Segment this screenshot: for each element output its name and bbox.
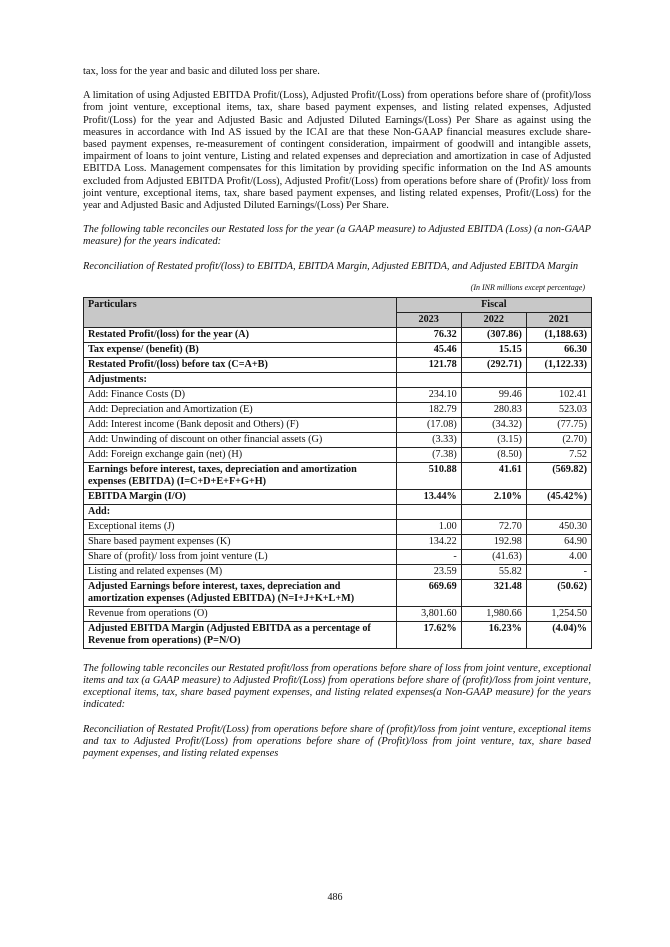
document-page [83,60,591,760]
ebitda-reconciliation-table [83,297,592,649]
table-row [84,549,592,564]
table-row [84,564,592,579]
row-label: Share of (profit)/ loss from joint venture (L) [84,549,397,564]
row-value-2022: (292.71) [461,357,526,372]
intro-tail-paragraph: tax, loss for the year and basic and diluted loss per share. [83,66,320,77]
row-value-2021: 1,254.50 [526,606,591,621]
row-value-2023: 13.44% [396,489,461,504]
table-row [84,621,592,648]
row-value-2023 [396,504,461,519]
row-value-2022: 321.48 [461,579,526,606]
table-row [84,579,592,606]
header-particulars: Particulars [84,297,397,327]
row-value-2023: 3,801.60 [396,606,461,621]
row-value-2022: (8.50) [461,447,526,462]
row-value-2023: - [396,549,461,564]
table-row [84,402,592,417]
row-value-2021: (50.62) [526,579,591,606]
row-value-2021 [526,504,591,519]
row-value-2023: 45.46 [396,342,461,357]
table-title: Reconciliation of Restated profit/(loss) to EBITDA, EBITDA Margin, Adjusted EBITDA, and Adjusted EBITDA Margin [83,260,579,272]
row-value-2023: 510.88 [396,462,461,489]
row-label: Revenue from operations (O) [84,606,397,621]
row-label: Tax expense/ (benefit) (B) [84,342,397,357]
row-value-2023: 121.78 [396,357,461,372]
row-value-2021: 66.30 [526,342,591,357]
row-value-2023: (3.33) [396,432,461,447]
row-label: Adjustments: [84,372,397,387]
table-row [84,504,592,519]
row-label: Earnings before interest, taxes, depreciation and amortization expenses (EBITDA) (I=C+D+E+F+G+H) [84,462,397,489]
row-value-2021 [526,372,591,387]
table-row [84,534,592,549]
row-value-2021: (1,188.63) [526,327,591,342]
row-value-2023: 1.00 [396,519,461,534]
row-label: Add: Finance Costs (D) [84,387,397,402]
row-value-2021: (2.70) [526,432,591,447]
row-value-2022: 15.15 [461,342,526,357]
row-label: Add: Depreciation and Amortization (E) [84,402,397,417]
row-value-2023: (17.08) [396,417,461,432]
row-value-2022: 99.46 [461,387,526,402]
row-value-2022: 72.70 [461,519,526,534]
table-intro-paragraph: The following table reconciles our Restated loss for the year (a GAAP measure) to Adjusted EBITDA (Loss) (a non-GAAP measure) for the years indicated: [83,224,591,248]
row-label: Restated Profit/(loss) for the year (A) [84,327,397,342]
header-year-2021: 2021 [526,312,591,327]
table-row [84,447,592,462]
row-value-2022: (34.32) [461,417,526,432]
next-table-intro-paragraph: The following table reconciles our Restated profit/loss from operations before share of loss from joint venture, exceptional items and tax (a GAAP measure) to Adjusted Profit/(Loss) from operations before share of (profit)/loss from joint venture, exceptional items, tax, share based payment expenses, and listing related expenses(a Non-GAAP measure) for the years indicated: [83,662,591,711]
row-value-2023: 76.32 [396,327,461,342]
header-year-2023: 2023 [396,312,461,327]
row-value-2023: (7.38) [396,447,461,462]
row-label: EBITDA Margin (I/O) [84,489,397,504]
table-header-row [84,297,592,312]
row-value-2021: 4.00 [526,549,591,564]
row-value-2022: (41.63) [461,549,526,564]
row-value-2021: (45.42%) [526,489,591,504]
table-row [84,357,592,372]
table-body [84,327,592,648]
row-value-2021: (77.75) [526,417,591,432]
table-row [84,462,592,489]
row-value-2022 [461,372,526,387]
row-label: Add: Foreign exchange gain (net) (H) [84,447,397,462]
row-value-2022: 192.98 [461,534,526,549]
row-value-2023: 134.22 [396,534,461,549]
header-fiscal: Fiscal [396,297,591,312]
row-value-2022: 280.83 [461,402,526,417]
row-value-2022: 41.61 [461,462,526,489]
row-value-2022: 55.82 [461,564,526,579]
header-year-2022: 2022 [461,312,526,327]
row-value-2022: 1,980.66 [461,606,526,621]
row-label: Add: [84,504,397,519]
row-value-2021: 7.52 [526,447,591,462]
unit-note: (In INR millions except percentage) [470,282,585,292]
table-row [84,519,592,534]
row-value-2021: 64.90 [526,534,591,549]
row-value-2021: 450.30 [526,519,591,534]
row-value-2023: 17.62% [396,621,461,648]
row-value-2021: (1,122.33) [526,357,591,372]
table-row [84,432,592,447]
row-value-2021: (4.04)% [526,621,591,648]
row-label: Exceptional items (J) [84,519,397,534]
row-value-2022 [461,504,526,519]
table-row [84,387,592,402]
row-label: Restated Profit/(loss) before tax (C=A+B) [84,357,397,372]
row-label: Adjusted Earnings before interest, taxes, depreciation and amortization expenses (Adjusted EBITDA) (N=I+J+K+L+M) [84,579,397,606]
row-label: Share based payment expenses (K) [84,534,397,549]
row-value-2022: (307.86) [461,327,526,342]
row-label: Listing and related expenses (M) [84,564,397,579]
row-label: Adjusted EBITDA Margin (Adjusted EBITDA as a percentage of Revenue from operations) (P=N/O) [84,621,397,648]
row-value-2021: (569.82) [526,462,591,489]
row-value-2022: 2.10% [461,489,526,504]
table-row [84,327,592,342]
row-value-2023 [396,372,461,387]
row-value-2022: (3.15) [461,432,526,447]
table-row [84,417,592,432]
row-value-2021: 523.03 [526,402,591,417]
row-label: Add: Interest income (Bank deposit and Others) (F) [84,417,397,432]
row-value-2022: 16.23% [461,621,526,648]
row-value-2023: 669.69 [396,579,461,606]
row-value-2021: - [526,564,591,579]
row-value-2023: 234.10 [396,387,461,402]
table-row [84,606,592,621]
row-label: Add: Unwinding of discount on other financial assets (G) [84,432,397,447]
row-value-2021: 102.41 [526,387,591,402]
next-table-title: Reconciliation of Restated Profit/(Loss) from operations before share of (profit)/loss from joint venture, exceptional items and tax to Adjusted Profit/(Loss) from operations before share of (Profit)/loss from joint venture, tax, share based payment expenses, and listing related expenses [83,723,591,760]
table-row [84,342,592,357]
page-number: 486 [327,892,343,903]
limitation-paragraph: A limitation of using Adjusted EBITDA Profit/(Loss), Adjusted Profit/(Loss) from operations before share of (profit)/loss from joint venture, exceptional items, tax, share based payment expenses, and listing related expenses, Adjusted Profit/(Loss) for the year and Adjusted Basic and Adjusted Diluted Earnings/(Loss) Per Share as against using the measures in accordance with Ind AS issued by the ICAI are that these Non-GAAP financial measures exclude share-based payment expenses, re-measurement of contingent consideration, impairment of goodwill and intangible assets, impairment of loans to joint venture, Listing and related expenses and depreciation and amortization in case of Adjusted EBITDA Loss. Management compensates for this limitation by providing specific information on the Ind AS amounts excluded from Adjusted EBITDA Profit/(Loss), Adjusted Profit/(Loss) from operations before share of (Profit)/ loss from joint venture, exceptional items, tax, share based payment expenses, and listing related expenses, Profit/(Loss) for the year and Adjusted Basic and Adjusted Diluted Earnings/(Loss) Per Share. [83,90,591,212]
row-value-2023: 182.79 [396,402,461,417]
table-row [84,489,592,504]
table-row [84,372,592,387]
row-value-2023: 23.59 [396,564,461,579]
